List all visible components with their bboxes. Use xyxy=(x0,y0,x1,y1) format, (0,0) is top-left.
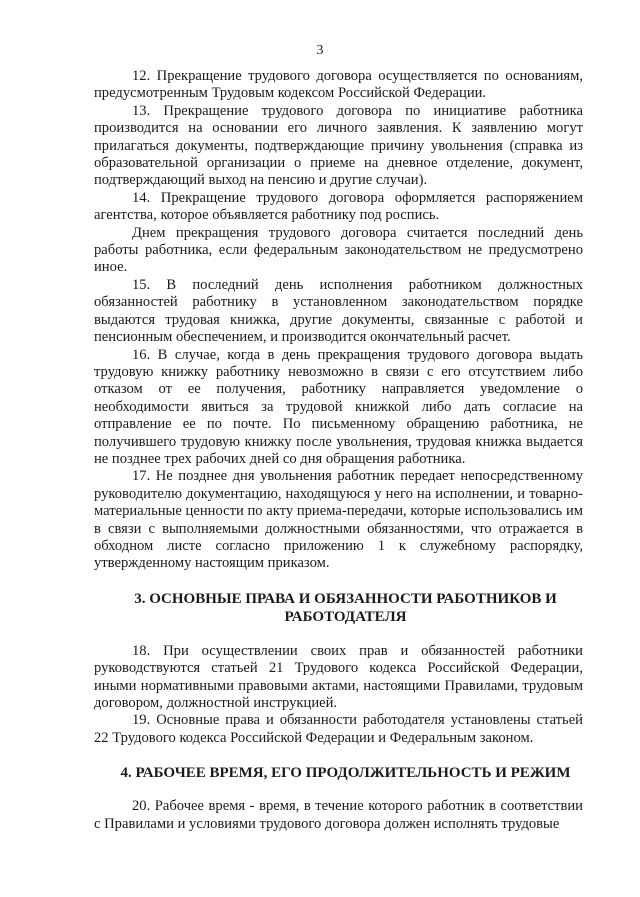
spacer xyxy=(94,573,583,590)
section-3-heading-line1: 3. ОСНОВНЫЕ ПРАВА И ОБЯЗАННОСТИ РАБОТНИКОВ И xyxy=(134,590,557,607)
paragraph-13: 13. Прекращение трудового договора по инициативе работника производится на основании его личного заявления. К заявлению могут прилагаться документы, подтверждающие причину увольнения (справка из образовательной организации о приеме на дневное отделение, документ, подтверждающий выход на пенсию и другие случаи). xyxy=(94,102,583,189)
section-3-heading xyxy=(94,590,583,626)
spacer xyxy=(94,626,583,643)
section-3-heading-line2: РАБОТОДАТЕЛЯ xyxy=(284,608,407,625)
spacer xyxy=(94,782,583,798)
paragraph-17: 17. Не позднее дня увольнения работник передает непосредственному руководителю документацию, находящуюся у него на исполнении, и товарно-материальные ценности по акту приема-передачи, которые использовались им в связи с выполняемыми должностными обязанностями, что отражается в обходном листе согласно приложению 1 к служебному распорядку, утвержденному настоящим приказом. xyxy=(94,468,583,572)
paragraph-15: 15. В последний день исполнения работником должностных обязанностей работнику в установленном законодательством порядке выдаются трудовая книжка, другие документы, связанные с работой и пенсионным обеспечением, и производится окончательный расчет. xyxy=(94,276,583,346)
section-4-heading: 4. РАБОЧЕЕ ВРЕМЯ, ЕГО ПРОДОЛЖИТЕЛЬНОСТЬ И РЕЖИМ xyxy=(120,765,571,782)
paragraph-12: 12. Прекращение трудового договора осуществляется по основаниям, предусмотренным Трудовым кодексом Российской Федерации. xyxy=(94,68,583,102)
paragraph-16: 16. В случае, когда в день прекращения трудового договора выдать трудовую книжку работнику невозможно в связи с его отсутствием либо отказом от ее получения, работнику направляется уведомление о необходимости явиться за трудовой книжкой либо дать согласие на отправление ее по почте. По письменному обращению работника, не получившего трудовую книжку после увольнения, трудовая книжка выдается не позднее трех рабочих дней со дня обращения работника. xyxy=(94,346,583,467)
spacer xyxy=(94,747,583,764)
paragraph-19: 19. Основные права и обязанности работодателя установлены статьей 22 Трудового кодекса Российской Федерации и Федеральным законом. xyxy=(94,712,583,746)
paragraph-18: 18. При осуществлении своих прав и обязанностей работники руководствуются статьей 21 Трудового кодекса Российской Федерации, иными нормативными правовыми актами, настоящими Правилами, трудовым договором, должностной инструкцией. xyxy=(94,642,583,711)
document-body xyxy=(94,68,583,833)
paragraph-14-termination-day: Днем прекращения трудового договора считается последний день работы работника, если федеральным законодательством не предусмотрено иное. xyxy=(94,224,583,276)
paragraph-14: 14. Прекращение трудового договора оформляется распоряжением агентства, которое объявляется работнику под роспись. xyxy=(94,189,583,224)
page-number: 3 xyxy=(316,43,324,58)
paragraph-20: 20. Рабочее время - время, в течение которого работник в соответствии с Правилами и условиями трудового договора должен исполнять трудовые xyxy=(94,798,583,832)
